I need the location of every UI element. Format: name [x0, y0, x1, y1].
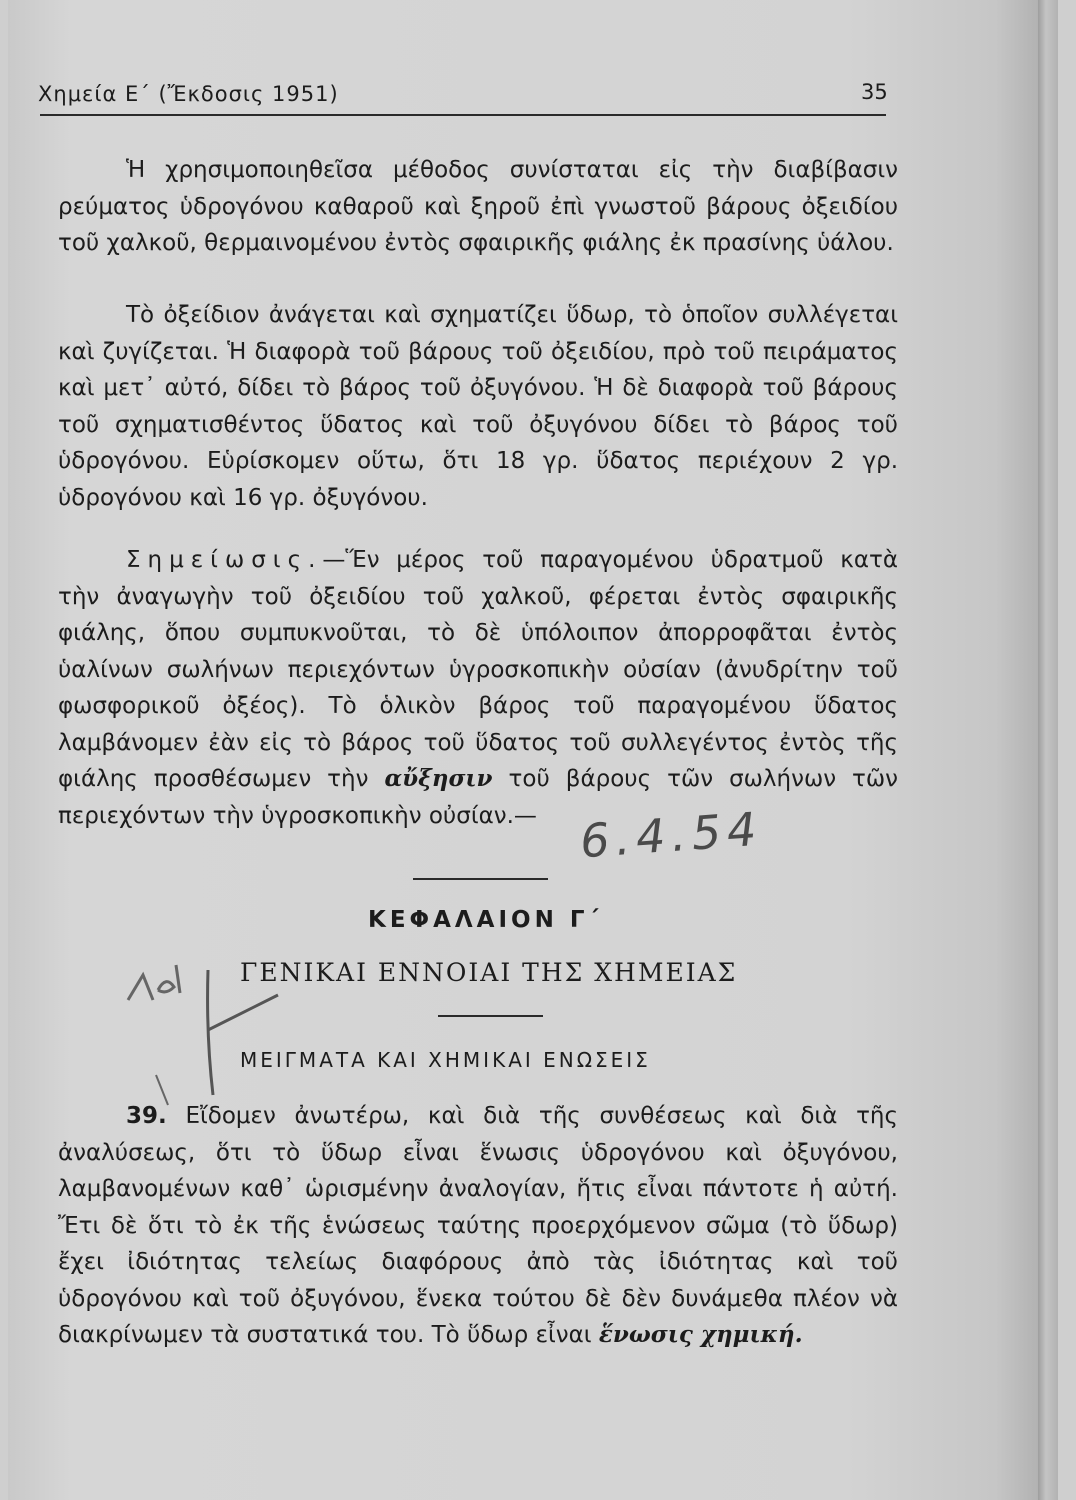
book-page: [8, 0, 1058, 1500]
section-heading: ΜΕΙΓΜΑΤΑ ΚΑΙ ΧΗΜΙΚΑΙ ΕΝΩΣΕΙΣ: [240, 1048, 651, 1072]
header-rule: [40, 114, 886, 116]
paragraph-oxide: [58, 297, 898, 516]
paragraph-text: Ἡ χρησιμοποιηθεῖσα μέθοδος συνίσταται εἰς τὴν διαβίβασιν ρεύματος ὑδρογόνου καθαροῦ καὶ ξηροῦ ἐπὶ γνωστοῦ βάρους ὀξειδίου τοῦ χαλκοῦ, θερμαινομένου ἐντὸς σφαιρικῆς φιάλης ἐκ πρασίνης ὑάλου.: [58, 157, 898, 256]
chapter-subtitle: ΓΕΝΙΚΑΙ ΕΝΝΟΙΑΙ ΤΗΣ ΧΗΜΕΙΑΣ: [240, 958, 738, 987]
paragraph-39: [58, 1098, 898, 1354]
running-head: Χημεία Ε΄ (Ἔκδοσις 1951): [38, 82, 339, 106]
paragraph-text: Εἴδομεν ἀνωτέρω, καὶ διὰ τῆς συνθέσεως καὶ διὰ τῆς ἀναλύσεως, ὅτι τὸ ὕδωρ εἶναι ἕνωσις ὑδρογόνου καὶ ὀξυγόνου, λαμβανομένων καθ᾿ ὡρισμένην ἀναλογίαν, ἥτις εἶναι πάντοτε ἡ αὐτή. Ἔτι δὲ ὅτι τὸ ἐκ τῆς ἑνώσεως ταύτης προερχόμενον σῶμα (τὸ ὕδωρ) ἔχει ἰδιότητας τελείως διαφόρους ἀπὸ τὰς ἰδιότητας καὶ τοῦ ὑδρογόνου καὶ τοῦ ὀξυγόνου, ἕνεκα τούτου δὲ δὲν δυνάμεθα πλέον νὰ διακρίνωμεν τὰ συστατικά του. Τὸ ὕδωρ εἶναι: [58, 1103, 898, 1348]
emphasis-phrase: ἕνωσις χημική.: [598, 1321, 803, 1348]
handwritten-date: 6.4.54: [578, 801, 764, 869]
paragraph-number: 39.: [126, 1103, 167, 1129]
note-text-end: τοῦ βάρους τῶν σωλήνων τῶν περιεχόντων τὴν ὑγροσκοπικὴν οὐσίαν.—: [58, 766, 899, 829]
emphasis-word: αὔξησιν: [384, 765, 493, 792]
paragraph-note: [58, 542, 898, 834]
page-edge-shadow: [1038, 0, 1058, 1500]
chapter-title: ΚΕΦΑΛΑΙΟΝ Γ΄: [368, 907, 603, 933]
paragraph-text: Τὸ ὀξείδιον ἀνάγεται καὶ σχηματίζει ὕδωρ, τὸ ὁποῖον συλλέγεται καὶ ζυγίζεται. Ἡ διαφορὰ τοῦ βάρους τοῦ ὀξειδίου, πρὸ τοῦ πειράματος καὶ μετ᾿ αὐτό, δίδει τὸ βάρος τοῦ ὀξυγόνου. Ἡ δὲ διαφορὰ τοῦ βάρους τοῦ σχηματισθέντος ὕδατος καὶ τοῦ ὀξυγόνου δίδει τὸ βάρος τοῦ ὑδρογόνου. Εὑρίσκομεν οὕτω, ὅτι 18 γρ. ὕδατος περιέχουν 2 γρ. ὑδρογόνου καὶ 16 γρ. ὀξυγόνου.: [58, 302, 898, 511]
note-label: Σημείωσις.: [126, 547, 323, 573]
note-text: —Ἕν μέρος τοῦ παραγομένου ὑδρατμοῦ κατὰ τὴν ἀναγωγὴν τοῦ ὀξειδίου τοῦ χαλκοῦ, φέρεται ἐντὸς σφαιρικῆς φιάλης, ὅπου συμπυκνοῦται, τὸ δὲ ὑπόλοιπον ἀπορροφᾶται ἐντὸς ὑαλίνων σωλήνων περιεχόντων ὑγροσκοπικὴν οὐσίαν (ἀνυδρίτην τοῦ φωσφορικοῦ ὀξέος). Τὸ ὁλικὸν βάρος τοῦ παραγομένου ὕδατος λαμβάνομεν ἐὰν εἰς τὸ βάρος τοῦ ὕδατος τοῦ συλλεγέντος ἐντὸς τῆς φιάλης προσθέσωμεν τὴν: [58, 547, 898, 792]
paragraph-method: [58, 152, 898, 262]
page-number: 35: [861, 80, 888, 104]
section-divider: [413, 878, 548, 880]
chapter-divider: [438, 1015, 543, 1017]
